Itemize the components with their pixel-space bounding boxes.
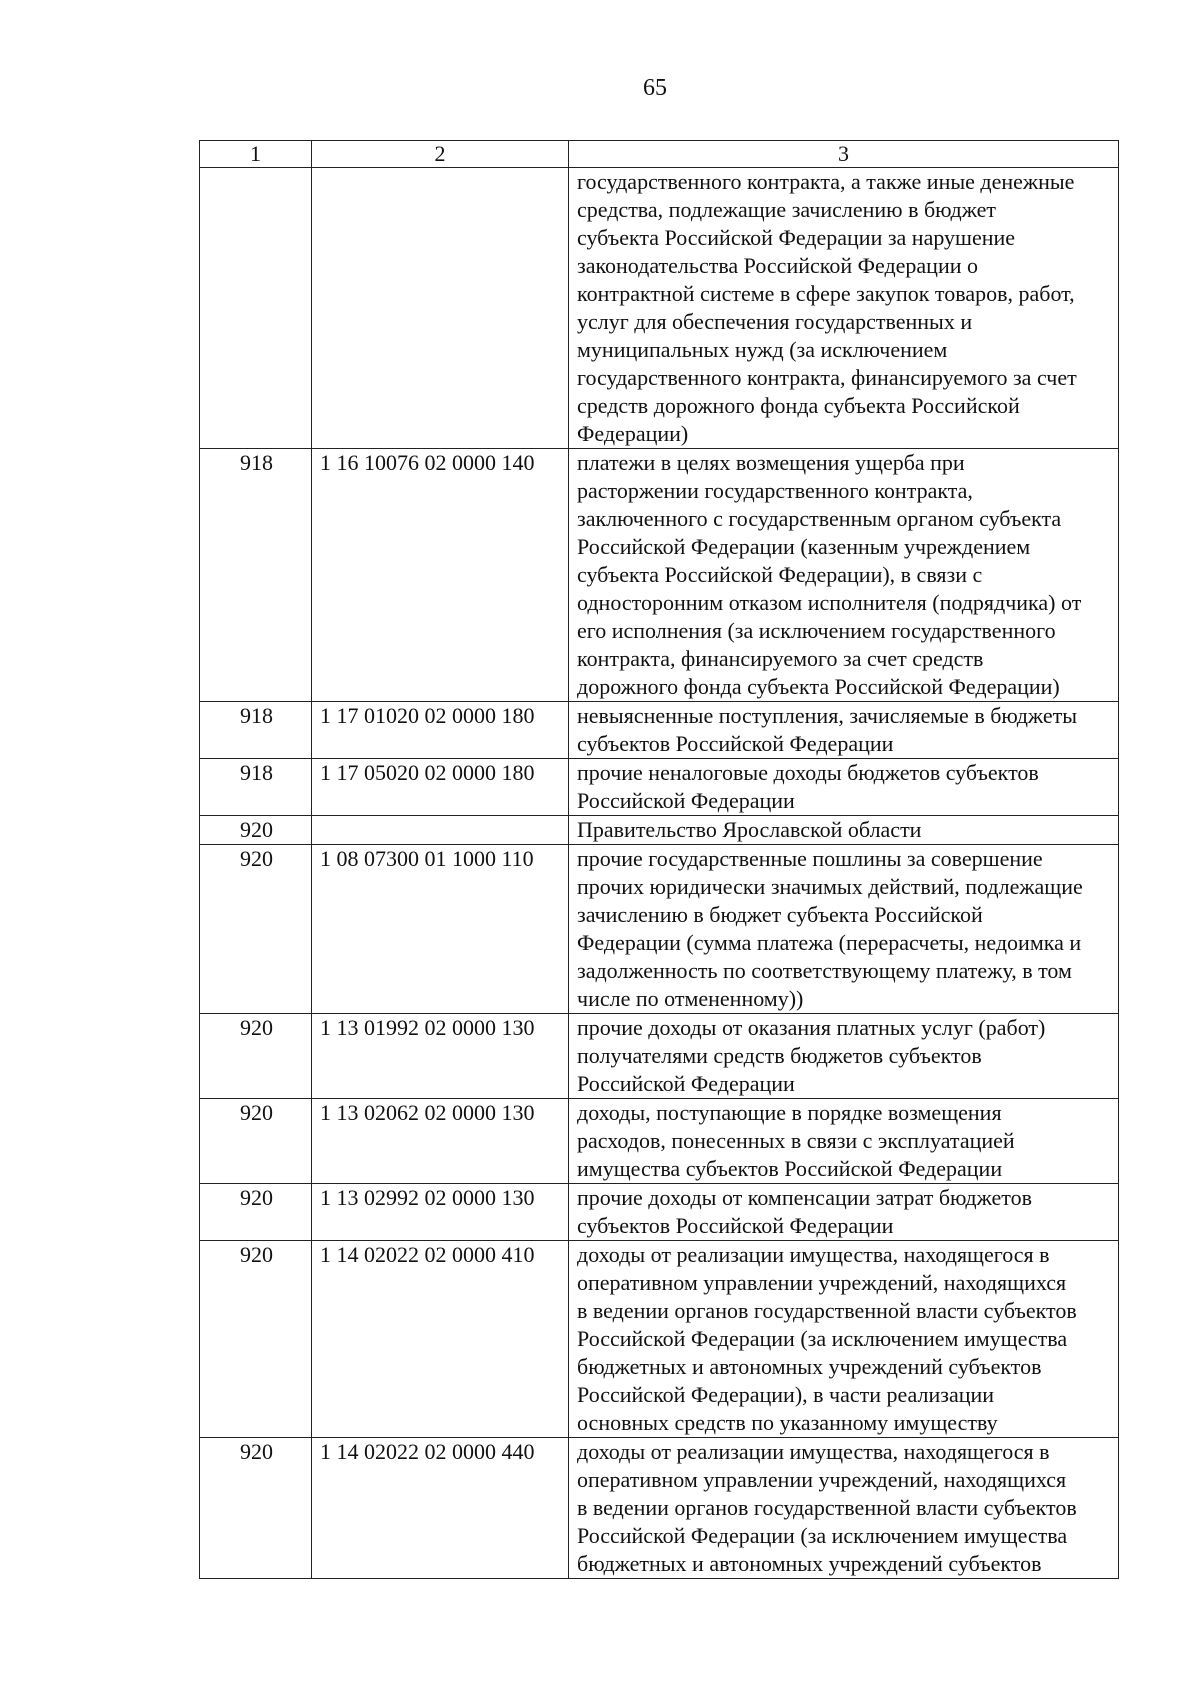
description-line: Федерации (сумма платежа (перерасчеты, недоимка и [577,930,1082,955]
description-line: государственного контракта, финансируемого за счет [577,365,1077,390]
description-line: законодательства Российской Федерации о [577,253,979,278]
description-line: платежи в целях возмещения ущерба при [577,450,965,475]
description-line: зачислению в бюджет субъекта Российской [577,902,983,927]
description-line: его исполнения (за исключением государственного [577,618,1056,643]
description-line: прочие неналоговые доходы бюджетов субъектов [577,760,1039,785]
table-row [200,1438,1119,1579]
description-line: субъекта Российской Федерации), в связи с [577,562,983,587]
description-line: субъектов Российской Федерации [577,731,894,756]
description-line: Российской Федерации [577,788,795,813]
admin-code-cell: 920 [200,1099,312,1184]
revenue-description-cell [569,1099,1119,1184]
revenue-description-cell [569,1014,1119,1099]
column-header-1: 1 [200,141,312,168]
description-line: заключенного с государственным органом субъекта [577,506,1062,531]
revenue-description-cell [569,449,1119,702]
table-row [200,759,1119,816]
budget-classification-code-cell: 1 13 02062 02 0000 130 [312,1099,569,1184]
admin-code-cell: 918 [200,759,312,816]
description-line: оперативном управлении учреждений, находящихся [577,1270,1067,1295]
budget-classification-code-cell: 1 08 07300 01 1000 110 [312,845,569,1014]
budget-classification-code-cell [312,168,569,449]
admin-code-cell [200,168,312,449]
admin-code-cell: 920 [200,816,312,845]
revenue-description-cell [569,1184,1119,1241]
description-line: Правительство Ярославской области [577,817,922,842]
description-line: Российской Федерации), в части реализации [577,1382,995,1407]
description-line: в ведении органов государственной власти субъектов [577,1298,1077,1323]
admin-code-cell: 918 [200,449,312,702]
table-body [200,168,1119,1579]
description-line: односторонним отказом исполнителя (подрядчика) от [577,590,1082,615]
description-line: в ведении органов государственной власти субъектов [577,1495,1077,1520]
description-line: услуг для обеспечения государственных и [577,309,973,334]
description-line: расходов, понесенных в связи с эксплуатацией [577,1128,1015,1153]
table-row [200,1099,1119,1184]
description-line: контрактной системе в сфере закупок товаров, работ, [577,281,1075,306]
description-line: Российской Федерации (за исключением имущества [577,1326,1068,1351]
budget-classification-code-cell: 1 17 05020 02 0000 180 [312,759,569,816]
budget-classification-code-cell: 1 16 10076 02 0000 140 [312,449,569,702]
admin-code-cell: 920 [200,845,312,1014]
description-line: субъектов Российской Федерации [577,1213,894,1238]
description-line: доходы от реализации имущества, находящегося в [577,1439,1050,1464]
description-line: государственного контракта, а также иные денежные [577,169,1075,194]
budget-classification-code-cell [312,816,569,845]
table-row [200,449,1119,702]
page-number: 65 [643,75,667,101]
budget-classification-code-cell: 1 17 01020 02 0000 180 [312,702,569,759]
description-line: бюджетных и автономных учреждений субъектов [577,1354,1042,1379]
revenue-codes-table [199,140,1119,1579]
description-line: Российской Федерации [577,1071,795,1096]
revenue-description-cell [569,702,1119,759]
description-line: доходы от реализации имущества, находящегося в [577,1242,1050,1267]
description-line: доходы, поступающие в порядке возмещения [577,1100,1002,1125]
budget-classification-code-cell: 1 13 02992 02 0000 130 [312,1184,569,1241]
budget-classification-code-cell: 1 13 01992 02 0000 130 [312,1014,569,1099]
revenue-description-cell [569,759,1119,816]
description-line: прочие доходы от оказания платных услуг (работ) [577,1015,1046,1040]
table-row [200,816,1119,845]
description-line: числе по отмененному)) [577,986,804,1011]
revenue-description-cell [569,1438,1119,1579]
admin-code-cell: 920 [200,1014,312,1099]
budget-classification-code-cell: 1 14 02022 02 0000 440 [312,1438,569,1579]
column-header-2: 2 [312,141,569,168]
description-line: Федерации) [577,421,689,446]
admin-code-cell: 920 [200,1438,312,1579]
description-line: субъекта Российской Федерации за нарушение [577,225,1016,250]
description-line: невыясненные поступления, зачисляемые в бюджеты [577,703,1077,728]
admin-code-cell: 920 [200,1241,312,1438]
table-row [200,1184,1119,1241]
admin-code-cell: 920 [200,1184,312,1241]
table-row [200,1014,1119,1099]
description-line: муниципальных нужд (за исключением [577,337,948,362]
description-line: оперативном управлении учреждений, находящихся [577,1467,1067,1492]
column-header-3: 3 [569,141,1119,168]
description-line: средств дорожного фонда субъекта Российской [577,393,1020,418]
revenue-description-cell [569,845,1119,1014]
table-row [200,168,1119,449]
description-line: задолженность по соответствующему платежу, в том [577,958,1072,983]
description-line: средства, подлежащие зачислению в бюджет [577,197,996,222]
description-line: прочие доходы от компенсации затрат бюджетов [577,1185,1032,1210]
admin-code-cell: 918 [200,702,312,759]
revenue-description-cell [569,168,1119,449]
table-row [200,1241,1119,1438]
description-line: основных средств по указанному имуществу [577,1410,998,1435]
revenue-description-cell [569,1241,1119,1438]
description-line: Российской Федерации (казенным учреждением [577,534,1031,559]
description-line: прочие государственные пошлины за совершение [577,846,1043,871]
table-row [200,702,1119,759]
description-line: прочих юридически значимых действий, подлежащие [577,874,1083,899]
description-line: расторжении государственного контракта, [577,478,973,503]
description-line: получателями средств бюджетов субъектов [577,1043,982,1068]
revenue-description-cell [569,816,1119,845]
table-header-row [200,141,1119,168]
description-line: дорожного фонда субъекта Российской Федерации) [577,674,1060,699]
table-row [200,845,1119,1014]
description-line: бюджетных и автономных учреждений субъектов [577,1551,1042,1576]
description-line: контракта, финансируемого за счет средств [577,646,984,671]
description-line: имущества субъектов Российской Федерации [577,1156,1003,1181]
budget-classification-code-cell: 1 14 02022 02 0000 410 [312,1241,569,1438]
description-line: Российской Федерации (за исключением имущества [577,1523,1068,1548]
